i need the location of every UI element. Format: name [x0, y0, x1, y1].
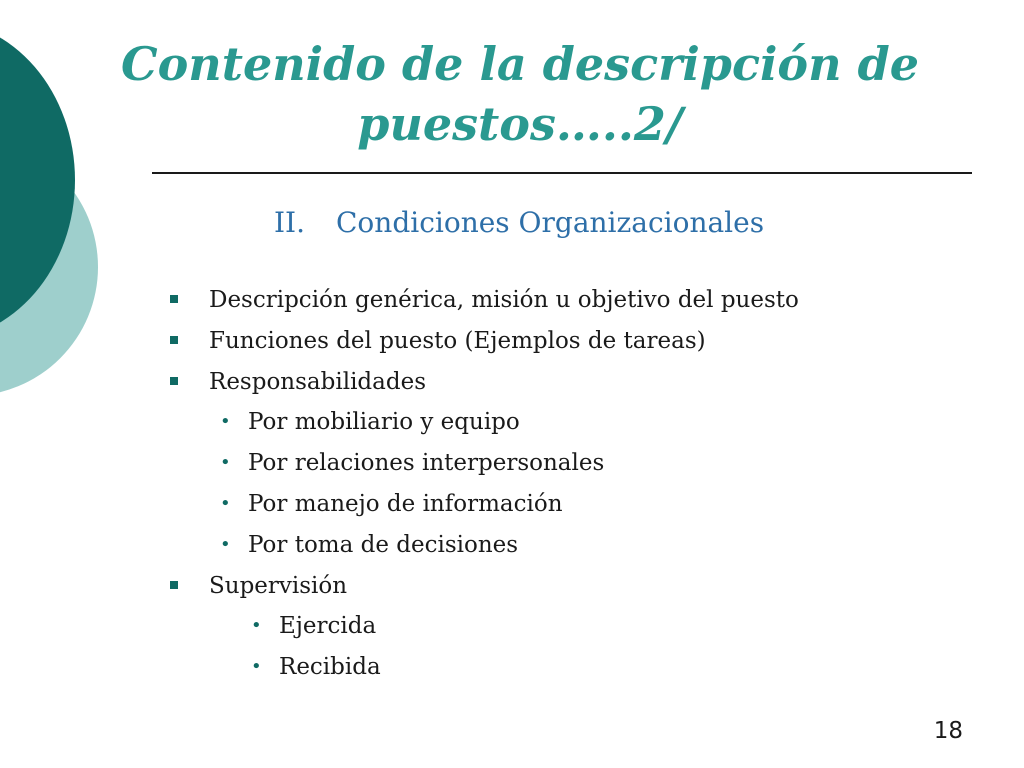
square-bullet-icon [170, 377, 178, 385]
list-item-text: Supervisión [209, 572, 348, 599]
dot-bullet-icon: • [251, 656, 262, 678]
sub-list-item [0, 443, 1024, 484]
dot-bullet-icon: • [220, 411, 231, 433]
list-item [0, 280, 1024, 321]
list-item [0, 321, 1024, 362]
square-bullet-icon [170, 336, 178, 344]
sub-list-item [0, 525, 1024, 566]
sub-list-item-text: Por relaciones interpersonales [248, 450, 605, 477]
sub-list-item [0, 606, 1024, 647]
square-bullet-icon [170, 581, 178, 589]
sub-list-item [0, 484, 1024, 525]
list-item-text: Descripción genérica, misión u objetivo del puesto [209, 287, 799, 313]
section-numeral: II. [274, 206, 306, 239]
bullet-list [0, 280, 1024, 688]
sub-list-item [0, 647, 1024, 688]
square-bullet-icon [170, 295, 178, 303]
dot-bullet-icon: • [220, 533, 231, 555]
list-item-text: Funciones del puesto (Ejemplos de tareas) [209, 327, 706, 354]
section-heading-text: Condiciones Organizacionales [336, 206, 765, 239]
sub-list-item-text: Por toma de decisiones [248, 531, 519, 558]
sub-list-item-text: Recibida [279, 654, 381, 681]
slide-title: Contenido de la descripción de puestos…..2/ [120, 37, 920, 151]
sub-list-item [0, 402, 1024, 443]
title-divider [152, 172, 972, 174]
list-item-text: Responsabilidades [209, 368, 426, 395]
dot-bullet-icon: • [251, 615, 262, 637]
page-number: 18 [933, 718, 963, 744]
dot-bullet-icon: • [220, 492, 231, 514]
list-item [0, 566, 1024, 607]
sub-list-item-text: Por mobiliario y equipo [248, 409, 520, 436]
sub-list-item-text: Por manejo de información [248, 490, 563, 517]
sub-list-item-text: Ejercida [279, 613, 377, 640]
list-item [0, 362, 1024, 403]
section-heading [274, 203, 764, 243]
dot-bullet-icon: • [220, 452, 231, 474]
